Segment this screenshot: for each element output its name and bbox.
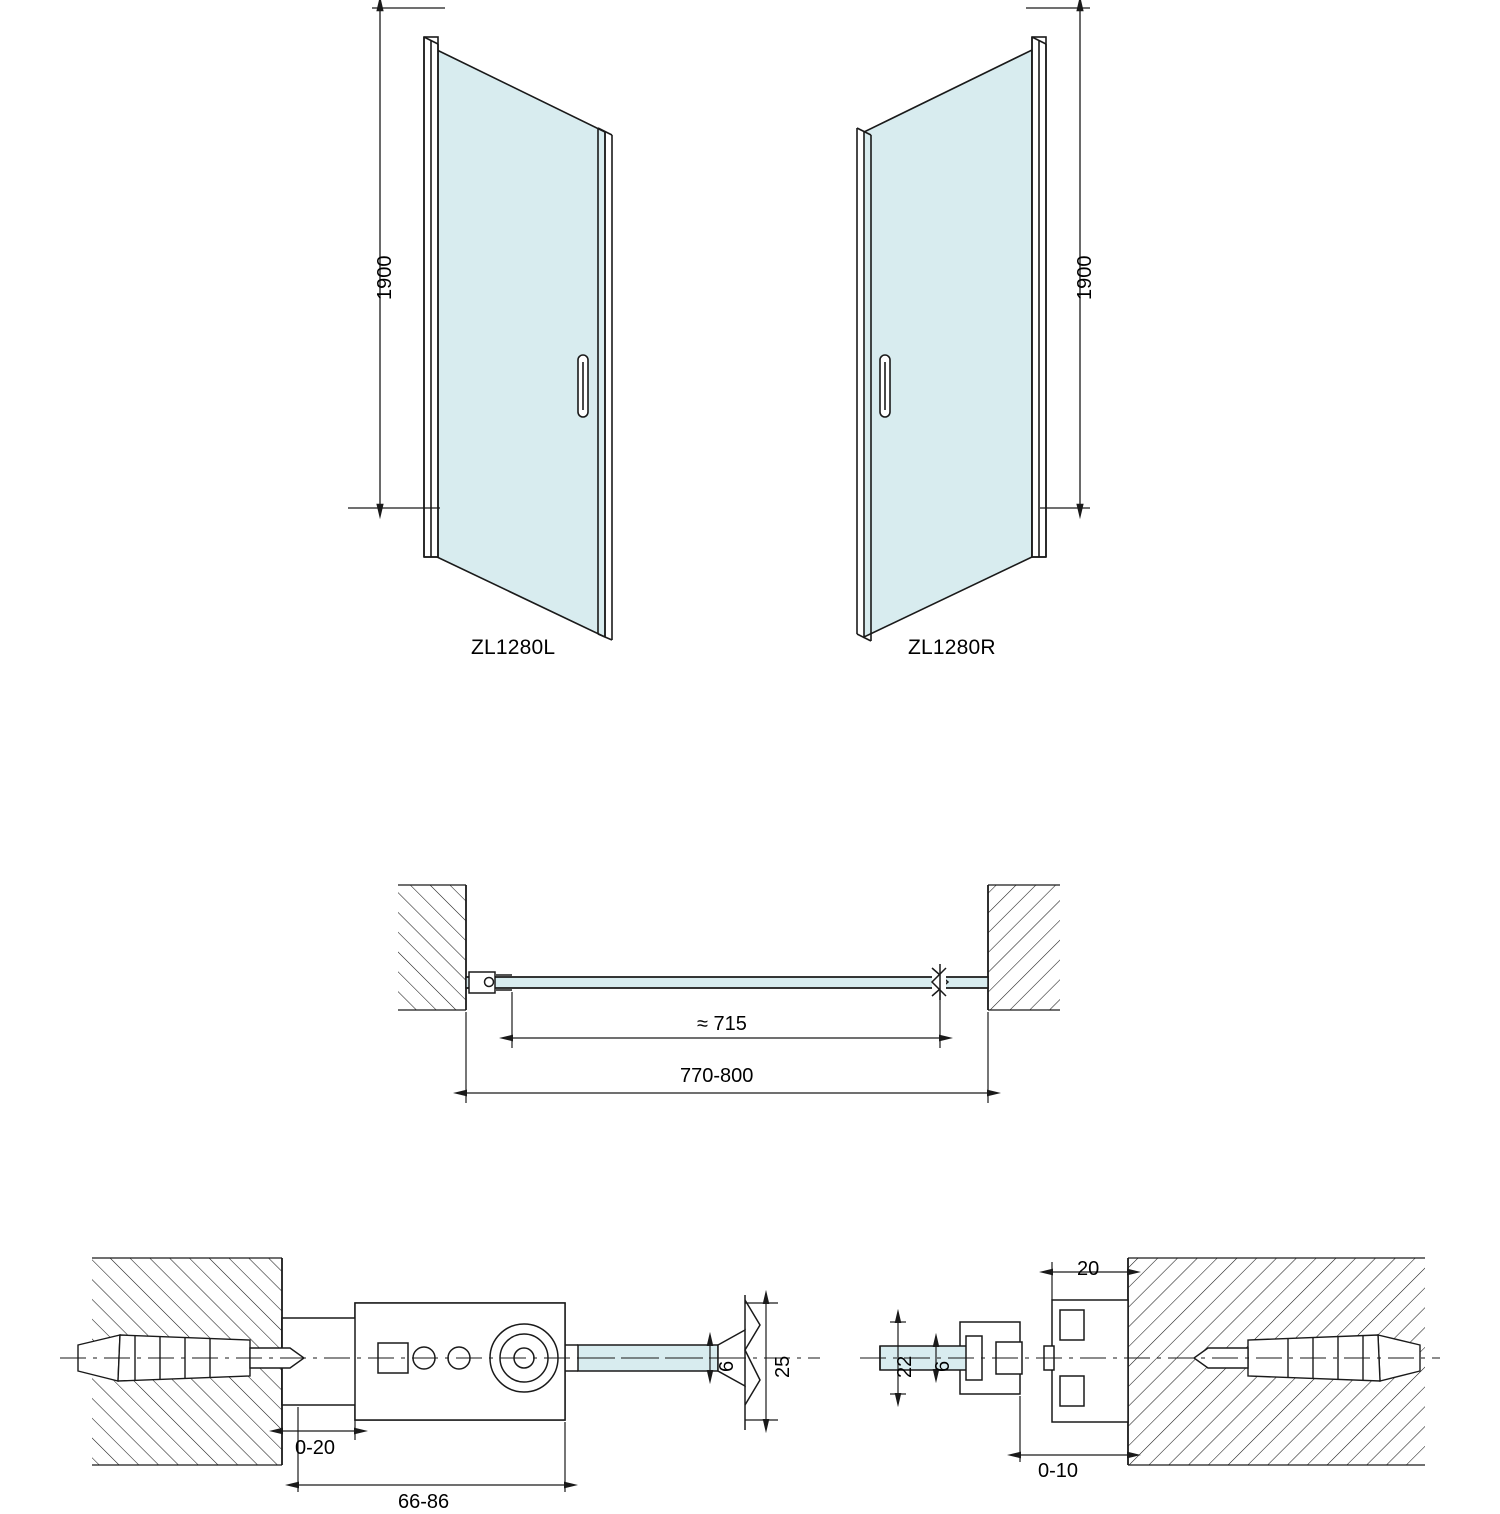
part-code-left: ZL1280L xyxy=(471,636,556,659)
dim-profile-height-right: 22 xyxy=(894,1355,916,1378)
part-code-right: ZL1280R xyxy=(908,636,996,659)
dim-wall-adjust-right: 0-10 xyxy=(1038,1460,1079,1482)
detail-left-view xyxy=(60,1258,820,1492)
dim-overall-width: 770-800 xyxy=(680,1065,754,1087)
dim-height-right: 1900 xyxy=(1074,255,1096,300)
dim-height-left: 1900 xyxy=(374,255,396,300)
dim-glass-thickness-right: 6 xyxy=(932,1360,954,1372)
dim-clear-width: ≈ 715 xyxy=(697,1013,747,1035)
elevation-left-view xyxy=(424,37,612,640)
dim-profile-width-right: 20 xyxy=(1077,1258,1100,1280)
dim-glass-thickness-left: 6 xyxy=(716,1360,738,1372)
dim-profile-depth-left: 25 xyxy=(772,1355,794,1378)
dim-profile-width-left: 66-86 xyxy=(398,1491,450,1513)
elevation-right-view xyxy=(857,37,1046,641)
dim-wall-adjust-left: 0-20 xyxy=(295,1437,336,1459)
